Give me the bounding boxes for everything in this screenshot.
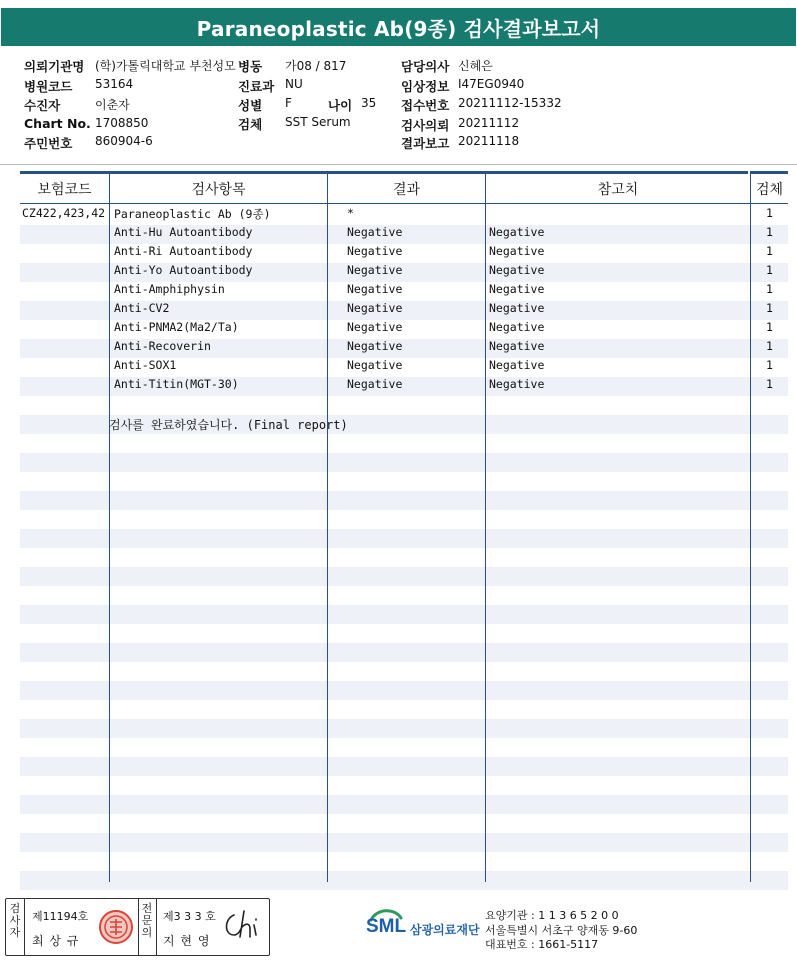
row-stripe xyxy=(20,871,788,890)
doctor-label: 담당의사 xyxy=(401,59,450,74)
final-note-row xyxy=(20,414,788,433)
header-code: 보험코드 xyxy=(37,182,92,198)
header-reference: 참고치 xyxy=(597,182,639,198)
patient-label: 수진자 xyxy=(24,98,61,113)
header-item: 검사항목 xyxy=(191,182,246,198)
cell-specimen: 1 xyxy=(766,244,773,258)
cell-reference: Negative xyxy=(489,339,545,353)
chart-label: Chart No. xyxy=(24,116,91,131)
table-row xyxy=(20,261,788,280)
receipt-label: 접수번호 xyxy=(401,98,450,113)
cell-specimen: 1 xyxy=(766,263,773,277)
sign-divider xyxy=(156,899,157,955)
cell-specimen: 1 xyxy=(766,282,773,296)
cell-reference: Negative xyxy=(489,301,545,315)
cell-result: Negative xyxy=(347,225,403,239)
table-row xyxy=(20,204,788,223)
id-label: 주민번호 xyxy=(24,136,73,151)
doctor-signature-icon xyxy=(220,905,264,945)
header-specimen: 검체 xyxy=(755,182,784,198)
cell-reference: Negative xyxy=(489,225,545,239)
dept-label: 진료과 xyxy=(238,79,275,94)
org-logo xyxy=(365,906,480,950)
cell-item: Anti-Ri Autoantibody xyxy=(114,244,253,258)
institution-label: 의뢰기관명 xyxy=(24,59,85,74)
cell-reference: Negative xyxy=(489,377,545,391)
cell-specimen: 1 xyxy=(766,320,773,334)
cell-result: Negative xyxy=(347,377,403,391)
request-value: 20211112 xyxy=(458,116,520,130)
report-date-value: 20211118 xyxy=(458,134,520,148)
sex-value: F xyxy=(285,96,292,110)
cell-item: Anti-Amphiphysin xyxy=(114,282,225,296)
hospital-code-value: 53164 xyxy=(95,77,134,91)
row-stripe xyxy=(20,757,788,776)
tester-number: 제11194호 xyxy=(32,910,89,923)
cell-item: Anti-PNMA2(Ma2/Ta) xyxy=(114,320,239,334)
sign-divider xyxy=(138,899,139,955)
cell-result: Negative xyxy=(347,282,403,296)
table-row xyxy=(20,223,788,242)
table-row xyxy=(20,242,788,261)
table-row xyxy=(20,337,788,356)
doctor-name: 지 현 영 xyxy=(163,934,211,948)
cell-result: Negative xyxy=(347,320,403,334)
specimen-value: SST Serum xyxy=(285,115,351,129)
cell-result: Negative xyxy=(347,263,403,277)
org-phone: 대표번호 : 1661-5117 xyxy=(485,938,599,951)
org-name: 삼광의료재단 xyxy=(410,923,480,937)
table-top-rule xyxy=(20,171,748,174)
cell-code: CZ422,423,42 xyxy=(22,206,106,220)
request-label: 검사의뢰 xyxy=(401,118,450,133)
ward-label: 병동 xyxy=(238,59,263,74)
table-row xyxy=(20,356,788,375)
cell-reference: Negative xyxy=(489,320,545,334)
report-title: Paraneoplastic Ab(9종) 검사결과보고서 xyxy=(1,8,796,46)
row-stripe xyxy=(20,643,788,662)
hospital-code-label: 병원코드 xyxy=(24,79,73,94)
info-divider xyxy=(0,164,797,165)
table-row xyxy=(20,299,788,318)
signature-box xyxy=(5,898,270,956)
tester-label: 검사자 xyxy=(9,902,21,939)
table-row xyxy=(20,375,788,394)
cell-reference: Negative xyxy=(489,282,545,296)
cell-reference: Negative xyxy=(489,244,545,258)
cell-specimen: 1 xyxy=(766,225,773,239)
cell-item: Anti-Titin(MGT-30) xyxy=(114,377,239,391)
doctor-number: 제3 3 3 호 xyxy=(163,910,216,923)
final-note: 검사를 완료하였습니다. (Final report) xyxy=(109,418,348,432)
row-stripe xyxy=(20,605,788,624)
patient-value: 이춘자 xyxy=(95,98,130,112)
cell-result: * xyxy=(347,206,354,220)
cell-item: Anti-Hu Autoantibody xyxy=(114,225,253,239)
row-stripe xyxy=(20,529,788,548)
row-stripe xyxy=(20,833,788,852)
cell-specimen: 1 xyxy=(766,339,773,353)
clinical-label: 임상정보 xyxy=(401,79,450,94)
institution-value: (학)가톨릭대학교 부천성모 xyxy=(95,59,236,73)
chart-value: 1708850 xyxy=(95,116,149,130)
row-stripe xyxy=(20,453,788,472)
table-row xyxy=(20,280,788,299)
row-stripe xyxy=(20,681,788,700)
cell-item: Anti-Recoverin xyxy=(114,339,211,353)
doctor-value: 신혜은 xyxy=(458,59,493,73)
cell-result: Negative xyxy=(347,339,403,353)
org-logo-text: SML xyxy=(366,916,407,937)
cell-result: Negative xyxy=(347,358,403,372)
age-value: 35 xyxy=(361,96,377,110)
row-stripe xyxy=(20,567,788,586)
clinical-value: I47EG0940 xyxy=(458,77,525,91)
table-row xyxy=(20,318,788,337)
specimen-label: 검체 xyxy=(238,117,263,132)
cell-item: Paraneoplastic Ab (9종) xyxy=(114,207,271,221)
cell-item: Anti-CV2 xyxy=(114,301,170,315)
header-result: 결과 xyxy=(392,182,421,198)
cell-result: Negative xyxy=(347,244,403,258)
age-label: 나이 xyxy=(328,98,353,113)
report-date-label: 결과보고 xyxy=(401,136,450,151)
sex-label: 성별 xyxy=(238,98,263,113)
doctor-sign-label: 전문의 xyxy=(141,902,153,939)
tester-stamp-icon xyxy=(98,909,134,945)
cell-reference: Negative xyxy=(489,263,545,277)
receipt-value: 20211112-15332 xyxy=(458,96,562,110)
sign-divider xyxy=(24,899,25,955)
org-code: 요양기관 : 1 1 3 6 5 2 0 0 xyxy=(485,909,619,922)
dept-value: NU xyxy=(285,77,303,91)
cell-reference: Negative xyxy=(489,358,545,372)
cell-specimen: 1 xyxy=(766,358,773,372)
ward-value: 가08 / 817 xyxy=(285,59,347,73)
cell-item: Anti-Yo Autoantibody xyxy=(114,263,253,277)
cell-item: Anti-SOX1 xyxy=(114,358,177,372)
id-value: 860904-6 xyxy=(95,134,153,148)
cell-result: Negative xyxy=(347,301,403,315)
row-stripe xyxy=(20,719,788,738)
row-stripe xyxy=(20,491,788,510)
org-address: 서울특별시 서초구 양재동 9-60 xyxy=(485,924,638,937)
cell-specimen: 1 xyxy=(766,301,773,315)
cell-specimen: 1 xyxy=(766,377,773,391)
tester-name: 최 상 규 xyxy=(32,934,80,948)
table-top-rule-right xyxy=(750,171,788,174)
cell-specimen: 1 xyxy=(766,206,773,220)
row-stripe xyxy=(20,795,788,814)
